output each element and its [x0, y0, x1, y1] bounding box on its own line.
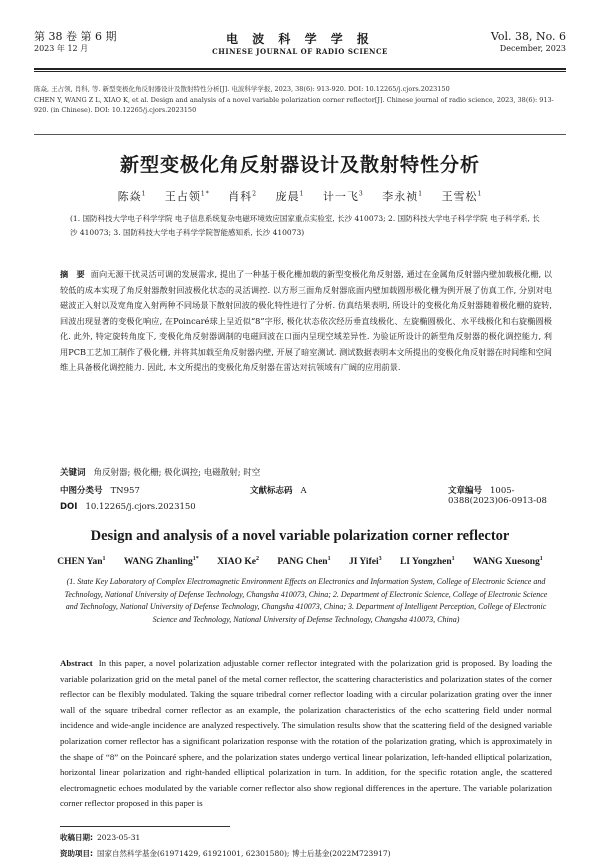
clc-value: TN957 [110, 486, 140, 496]
funding-value: 国家自然科学基金(61971429, 61921001, 62301580); 博士后基金(2022M723917) [97, 849, 391, 858]
received-label: 收稿日期: [60, 833, 93, 842]
keywords-text: 角反射器; 极化栅; 极化调控; 电磁散射; 时空 [93, 468, 261, 478]
citation-rule [34, 134, 566, 135]
abstract-cn [60, 267, 552, 376]
author-cn: 王雪松$^1$ [441, 190, 483, 203]
received-value: 2023-05-31 [97, 833, 141, 842]
date-en: December, 2023 [499, 44, 566, 53]
volume-cn: 第 38 卷 第 6 期 [34, 30, 117, 43]
authors-en [0, 556, 600, 567]
author-cn: 计一飞$^3$ [322, 190, 364, 203]
author-en: WANG Xuesong$^1$ [473, 556, 543, 568]
author-en: CHEN Yan$^1$ [57, 556, 106, 568]
article-number-label: 文章编号 [448, 486, 483, 496]
abstract-en-text: In this paper, a novel polarization adjustable corner reflector integrated with the polarization grid is proposed. By loading the variable polarization grid on the metal panel of the metal corner reflector, the scattering characteristics and polarization states of the corner reflector can be flexibly modulated. Taking the square tribedral corner reflector loading with a circular polarization grating over the inner wall of the square tribedral corner reflector as an example, the polarization characteristics of the echo scattering field under normal incidence and wide-angle incidence are analyzed respectively. The simulation results show that the scattering field of the designed variable polarization corner reflector has a significant polarization response with the rotation of the polarization grating, which is approximately in the shape of “8” on the Poincaré sphere, and the polarization states undergo vertical linear polarization, left-handed elliptical polarization, horizontal linear polarization and right-handed elliptical polarization in turn. In addition, for the specific rotation angle, the scattered electromagnetic echoes modulated by the variable corner reflector also show regional differences in the aperture. The variable polarization corner reflector proposed in this paper is [60, 658, 552, 809]
abstract-cn-text: 面向无源干扰灵活可调的发展需求, 提出了一种基于极化栅加载的新型变极化角反射器, 通过在金属角反射器内壁加载极化栅, 以较低的成本实现了角反射器散射回波极化状态的灵活调控. 以方形三面角反射器底面内壁加载圆形极化栅为例开展了仿真工作, 分别对电磁波正入射以及宽角度入射两种不同场景下散射回波的极化特性进行了分析. 仿真结果表明, 所设计的变极化角反射器随着极化栅的旋转, 回波出现显著的变极化响应, 在Poincaré球上呈近似“8”字形, 极化状态依次经历垂直线极化、左旋椭圆极化、水平线极化和右旋椭圆极化. 此外, 特定旋转角度下, 变极化角反射器调制的电磁回波在口面内呈现空域差异性. 为验证所设计的新型角反射器的极化调控能力, 利用PCB工艺加工制作了极化栅, 并将其加载至角反射器内壁, 开展了暗室测试. 测试数据表明本文所提出的变极化角反射器在时间维和空间维上具备极化调控能力. 因此, 本文所提出的变极化角反射器在雷达对抗领域有广阔的应用前景. [60, 269, 552, 372]
keywords [60, 466, 552, 478]
title-en: Design and analysis of a novel variable polarization corner reflector [90, 528, 510, 544]
author-cn: 李永祯$^1$ [382, 190, 424, 203]
journal-header [34, 30, 566, 68]
author-en: LI Yongzhen$^1$ [399, 556, 455, 568]
journal-title-en: CHINESE JOURNAL OF RADIO SCIENCE [212, 47, 388, 56]
header-right [491, 30, 566, 54]
keywords-label: 关键词 [60, 468, 86, 478]
abstract-cn-label: 摘 要 [60, 269, 85, 279]
author-cn: 庞晨$^1$ [275, 190, 305, 203]
author-en: XIAO Ke$^2$ [217, 556, 259, 568]
doi-value: 10.12265/j.cjors.2023150 [85, 502, 196, 512]
date-cn: 2023 年 12 月 [34, 44, 89, 53]
affiliation-en: (1. State Key Laboratory of Complex Electromagnetic Environment Effects on Electronics and Information System, College of Electronic Science and Technology, National University of Defense Technology, Changsha 410073, China; 2. Department of Electronic Science, College of Electronic Science and Technology, National University of Defense Technology, Changsha 410073, China; 3. Department of Intelligent Perception, College of Electronic Science and Technology, National University of Defense Technology, Changsha 410073, China) [64, 577, 548, 624]
affiliation-cn: (1. 国防科技大学电子科学学院 电子信息系统复杂电磁环境效应国家重点实验室, 长沙 410073; 2. 国防科技大学电子科学学院 电子科学系, 长沙 410073; 3. 国防科技大学电子科学学院智能感知系, 长沙 410073) [70, 214, 540, 237]
article-number-value: 1005-0388(2023)06-0913-08 [448, 486, 547, 506]
authors-cn [0, 188, 600, 204]
doi-label: DOI [60, 502, 78, 512]
citation-cn: 陈焱, 王占领, 肖科, 等. 新型变极化角反射器设计及散射特性分析[J]. 电波科学学报, 2023, 38(6): 913-920. DOI: 10.12265/j.cjors.2023150 [34, 85, 450, 93]
clc-label: 中图分类号 [60, 486, 103, 496]
journal-title-cn: 电 波 科 学 学 报 [226, 32, 374, 46]
author-en: PANG Chen$^1$ [277, 556, 331, 568]
footnote-rule [60, 826, 230, 827]
author-cn: 陈焱$^1$ [117, 190, 147, 203]
author-cn: 王占领$^{1*}$ [164, 190, 210, 203]
author-cn: 肖科$^2$ [228, 190, 258, 203]
header-center [34, 30, 566, 56]
footnote-received [60, 832, 552, 843]
header-rule-thin [34, 71, 566, 72]
title-cn: 新型变极化角反射器设计及散射特性分析 [119, 154, 480, 176]
doi-row [60, 502, 552, 512]
author-en: WANG Zhanling$^{1*}$ [123, 556, 199, 568]
citation-en: CHEN Y, WANG Z L, XIAO K, et al. Design and analysis of a novel variable polarization corner reflector[J]. Chinese journal of radio science, 2023, 38(6): 913-920. (in Chinese). DOI: 10.12265/j.cjors.2023150 [34, 95, 554, 114]
doc-code-label: 文献标志码 [250, 486, 293, 496]
author-en: JI Yifei$^3$ [348, 556, 382, 568]
funding-label: 资助项目: [60, 849, 93, 858]
abstract-en [60, 656, 552, 812]
volume-en: Vol. 38, No. 6 [490, 30, 566, 43]
footnote-funding [60, 848, 552, 859]
abstract-en-label: Abstract [60, 658, 93, 668]
doc-code-value: A [300, 486, 307, 496]
citation-block [34, 84, 566, 116]
header-rule [34, 68, 566, 70]
